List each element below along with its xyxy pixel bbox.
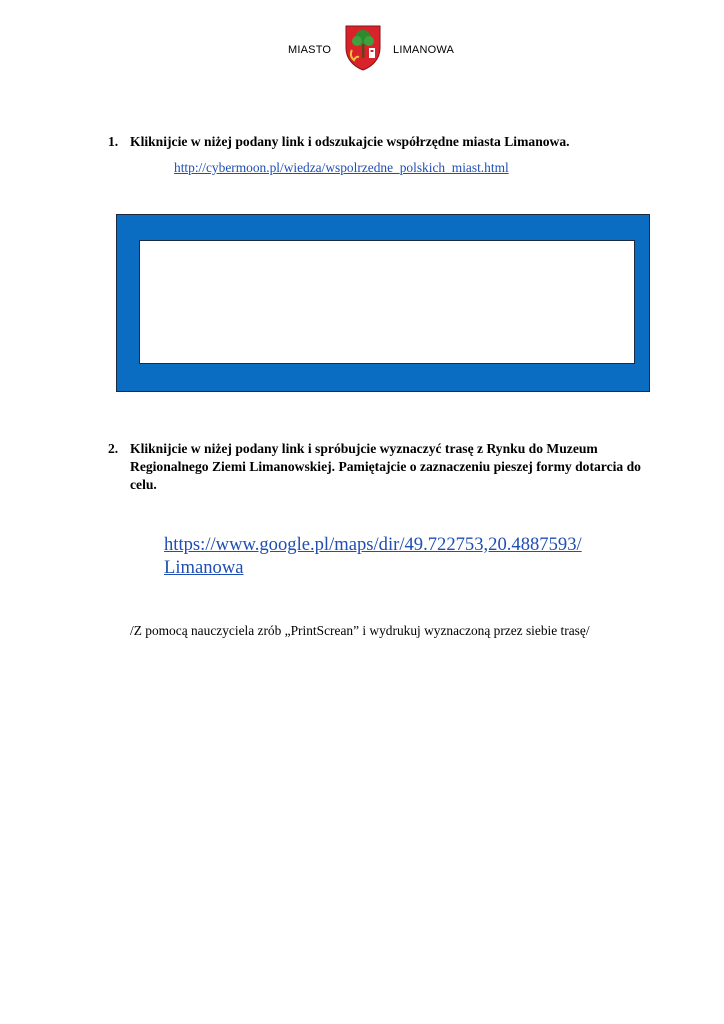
answer-box-frame xyxy=(116,214,650,392)
answer-box-field[interactable] xyxy=(139,240,635,364)
header-left-text: MIASTO xyxy=(288,44,332,56)
printscreen-note: /Z pomocą nauczyciela zrób „PrintScrean” i wydrukuj wyznaczoną przez siebie trasę/ xyxy=(130,623,590,638)
google-maps-link[interactable] xyxy=(164,533,664,579)
task-2-text: Kliknijcie w niżej podany link i spróbujcie wyznaczyć trasę z Rynku do Muzeum Regionalnego Ziemi Limanowskiej. Pamiętajcie o zaznaczeniu pieszej formy dotarcia do celu. xyxy=(130,441,641,492)
task-1-number: 1. xyxy=(108,134,119,149)
header-right-text: LIMANOWA xyxy=(393,44,455,56)
limanowa-coat-of-arms-icon xyxy=(343,24,383,72)
task-2-number: 2. xyxy=(108,441,119,456)
page-header xyxy=(0,22,724,76)
task-1-text: Kliknijcie w niżej podany link i odszukajcie współrzędne miasta Limanowa. xyxy=(130,134,570,149)
cybermoon-link[interactable]: http://cybermoon.pl/wiedza/wspolrzedne_polskich_miast.html xyxy=(174,160,509,175)
google-maps-link-line-1[interactable]: https://www.google.pl/maps/dir/49.722753,20.4887593/ xyxy=(164,534,582,555)
google-maps-link-line-2[interactable]: Limanowa xyxy=(164,557,244,578)
